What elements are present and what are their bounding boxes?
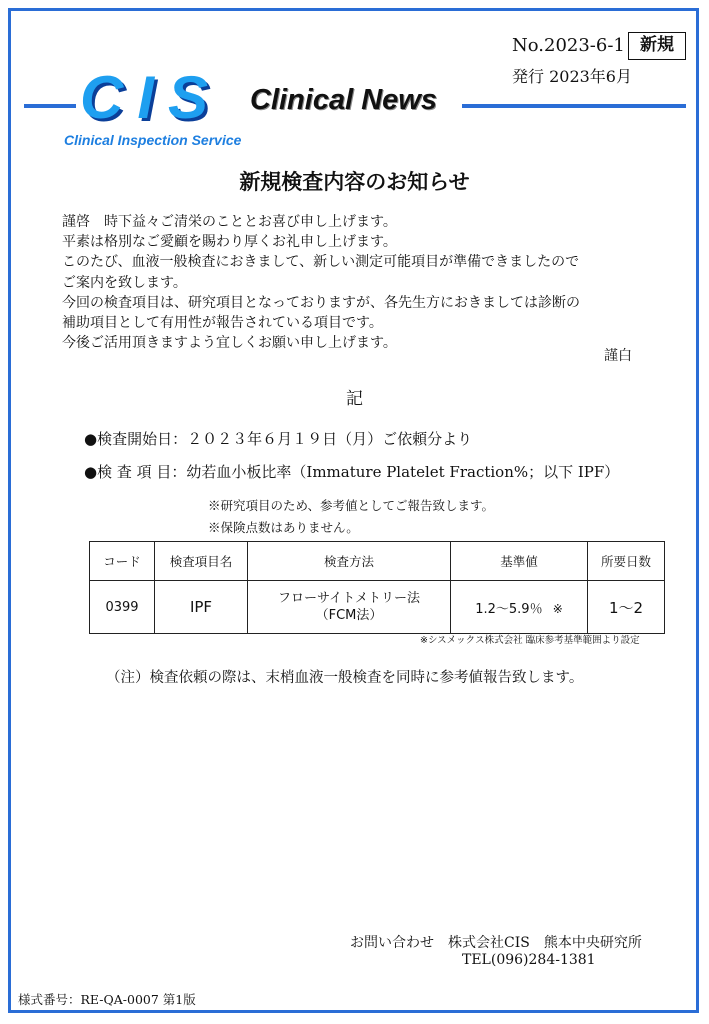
body-line: 平素は格別なご愛顧を賜わり厚くお礼申し上げます。	[62, 234, 397, 251]
body-line: 今回の検査項目は、研究項目となっておりますが、各先生方におきましては診断の	[62, 294, 580, 311]
table-header-row	[90, 542, 665, 581]
closing-word: 謹白	[604, 348, 632, 364]
body-line: 補助項目として有用性が報告されている項目です。	[62, 315, 383, 332]
method-line: フローサイトメトリー法	[278, 591, 420, 606]
contact-tel: TEL(096)284-1381	[462, 952, 596, 968]
newsletter-title: Clinical News	[250, 84, 437, 116]
cell-code: 0399	[90, 581, 155, 634]
cis-logo: CIS	[80, 64, 223, 131]
body-line: このたび、血液一般検査におきまして、新しい測定可能項目が準備できましたので	[62, 254, 580, 271]
new-badge: 新規	[628, 32, 686, 60]
cell-reference	[451, 581, 588, 634]
reference-mark: ※	[552, 601, 563, 616]
col-name: 検査項目名	[155, 542, 248, 581]
col-code: コード	[90, 542, 155, 581]
col-reference: 基準値	[451, 542, 588, 581]
cell-days: 1〜2	[588, 581, 665, 634]
table-row	[90, 581, 665, 634]
body-line: 今後ご活用頂きますよう宜しくお願い申し上げます。	[62, 335, 397, 352]
letter-body	[62, 212, 580, 353]
source-note: ※シスメックス株式会社 臨床参考基準範囲より設定	[420, 635, 640, 646]
form-number: 様式番号：RE-QA-0007 第1版	[18, 992, 196, 1007]
doc-number: No.2023-6-1	[512, 35, 625, 56]
cell-name: IPF	[155, 581, 248, 634]
research-note: ※研究項目のため、参考値としてご報告致します。	[208, 498, 495, 513]
body-line: ご案内を致します。	[62, 274, 187, 291]
cell-method	[248, 581, 451, 634]
remark: （注）検査依頼の際は、末梢血液一般検査を同時に参考値報告致します。	[106, 670, 584, 686]
page-title: 新規検査内容のお知らせ	[239, 170, 470, 194]
body-line: 謹啓 時下益々ご清栄のこととお喜び申し上げます。	[62, 214, 397, 230]
method-line: （FCM法）	[315, 608, 383, 623]
contact-label: お問い合わせ 株式会社CIS 熊本中央研究所	[350, 935, 642, 951]
start-date-item: ●検査開始日：２０２３年６月１９日（月）ご依頼分より	[84, 430, 473, 448]
test-spec-table	[89, 541, 665, 634]
header-line-right	[462, 104, 686, 108]
test-item: ●検 査 項 目：幼若血小板比率（Immature Platelet Fraction%；以下 IPF）	[84, 463, 620, 481]
insurance-note: ※保険点数はありません。	[208, 520, 359, 535]
reference-value: 1.2〜5.9％	[475, 601, 543, 617]
ki-heading: 記	[346, 389, 363, 409]
logo-subtitle: Clinical Inspection Service	[64, 132, 242, 148]
issue-date: 発行 2023年6月	[512, 67, 632, 86]
header-line-left	[24, 104, 76, 108]
col-method: 検査方法	[248, 542, 451, 581]
col-days: 所要日数	[588, 542, 665, 581]
